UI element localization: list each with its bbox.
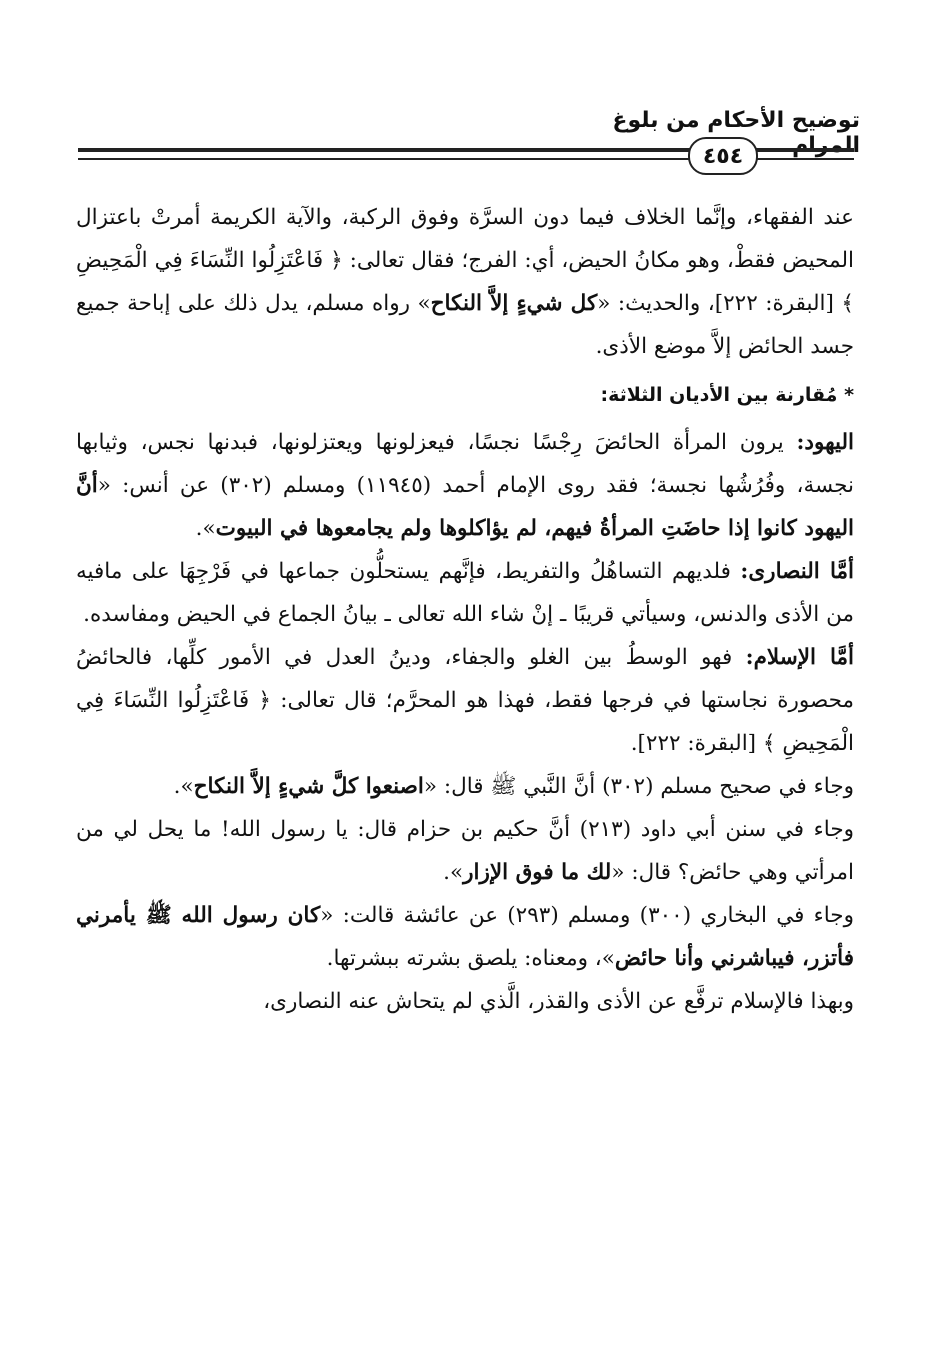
paragraph-abu-dawud-end: ».: [443, 860, 464, 885]
paragraph-christians-text: فلديهم التساهُلُ والتفريط، فإنَّهم يستحلُّون جماعها في فَرْجِهَا على مافيه من الأذى والدنس، وسيأتي قريبًا ـ إنْ شاء الله تعالى ـ بيانُ الجماع في الحيض ومفاسده.: [76, 559, 854, 627]
paragraph-jews: [76, 421, 854, 550]
paragraph-1-end: » رواه مسلم، يدل ذلك على إباحة جميع جسد الحائض إلاَّ موضع الأذى.: [76, 291, 854, 359]
header-rule-top: [78, 148, 690, 152]
paragraph-1: [76, 196, 854, 368]
paragraph-jews-quote: أنَّ اليهود كانوا إذا حاضَتِ المرأةُ فيهم، لم يؤاكلوها ولم يجامعوها في البيوت: [76, 473, 854, 541]
page-number: [688, 137, 758, 175]
paragraph-muslim-hadith-quote: اصنعوا كلَّ شيءٍ إلاَّ النكاح: [193, 774, 424, 799]
header-rule-right-top: [754, 148, 854, 152]
paragraph-bukhari: [76, 894, 854, 980]
paragraph-muslim-hadith-end: ».: [173, 774, 194, 799]
paragraph-1-text: عند الفقهاء، وإنَّما الخلاف فيما دون السرَّة وفوق الركبة، والآية الكريمة أمرتْ باعتزال المحيض فقطْ، وهو مكانُ الحيض، أي: الفرج؛ فقال تعالى: ﴿ فَاعْتَزِلُوا النِّسَاءَ فِي الْمَحِيضِ ﴾ [البقرة: ٢٢٢]، والحديث: «: [76, 205, 854, 316]
paragraph-christians-label: أمَّا النصارى:: [740, 559, 854, 584]
paragraph-islam-label: أمَّا الإسلام:: [745, 645, 854, 670]
paragraph-1-quote: كل شيءٍ إلاَّ النكاح: [430, 291, 598, 316]
paragraph-jews-end: ».: [195, 516, 216, 541]
book-title: توضيح الأحكام من بلوغ المرام: [612, 108, 860, 158]
paragraph-abu-dawud: [76, 808, 854, 894]
page-body: [76, 196, 854, 1023]
paragraph-christians: [76, 550, 854, 636]
section-heading: * مُقارنة بين الأديان الثلاثة:: [600, 384, 854, 406]
paragraph-jews-label: اليهود:: [796, 430, 854, 455]
paragraph-muslim-hadith: [76, 765, 854, 808]
paragraph-conclusion: وبهذا فالإسلام ترفَّع عن الأذى والقذر، الَّذي لم يتحاش عنه النصارى،: [263, 989, 854, 1014]
paragraph-islam-text: فهو الوسطُ بين الغلو والجفاء، ودينُ العدل في الأمور كلِّها، فالحائضُ محصورة نجاستها في فرجها فقط، فهذا هو المحرَّم؛ قال تعالى: ﴿ فَاعْتَزِلُوا النِّسَاءَ فِي الْمَحِيضِ ﴾ [البقرة: ٢٢٢].: [76, 645, 854, 756]
paragraph-abu-dawud-quote: لك ما فوق الإزار: [463, 860, 612, 885]
header-rule-right-bottom: [754, 158, 854, 160]
paragraph-abu-dawud-text: وجاء في سنن أبي داود (٢١٣) أنَّ حكيم بن حزام قال: يا رسول الله! ما يحل لي من امرأتي وهي حائض؟ قال: «: [76, 817, 855, 885]
paragraph-islam: [76, 636, 854, 765]
paragraph-bukhari-quote: كان رسول الله ﷺ يأمرني فأتزر، فيباشرني وأنا حائض: [76, 903, 854, 971]
paragraph-bukhari-text: وجاء في البخاري (٣٠٠) ومسلم (٢٩٣) عن عائشة قالت: «: [320, 903, 854, 928]
paragraph-jews-text: يرون المرأة الحائضَ رِجْسًا نجسًا، فيعزلونها ويعتزلونها، فبدنها نجس، وثيابها نجسة، وفُرُشُها نجسة؛ فقد روى الإمام أحمد (١١٩٤٥) ومسلم (٣٠٢) عن أنس: «: [76, 430, 855, 498]
paragraph-bukhari-end: »، ومعناه: يلصق بشرته ببشرتها.: [326, 946, 615, 971]
page-number-text: ٤٥٤: [702, 143, 744, 169]
paragraph-muslim-hadith-text: وجاء في صحيح مسلم (٣٠٢) أنَّ النَّبي ﷺ قال: «: [423, 774, 854, 799]
header-rule-bottom: [78, 158, 690, 160]
